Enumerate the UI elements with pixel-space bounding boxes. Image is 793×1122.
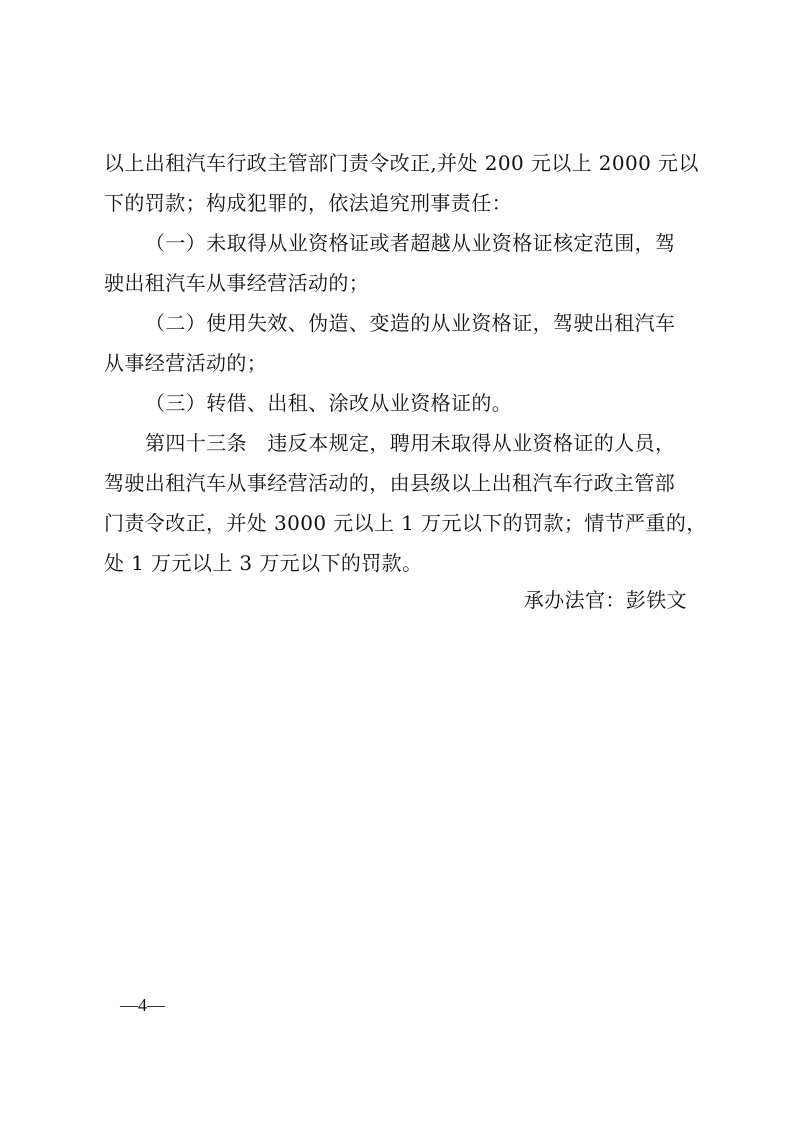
signature: 承办法官：彭铁文 [523, 588, 687, 612]
text-line: 门责令改正，并处 3000 元以上 1 万元以下的罚款；情节严重的， [104, 511, 707, 535]
text-line: 驾驶出租汽车从事经营活动的，由县级以上出租汽车行政主管部 [104, 471, 676, 495]
text-line: 驶出租汽车从事经营活动的； [104, 271, 370, 295]
text-line: （一）未取得从业资格证或者超越从业资格证核定范围，驾 [145, 231, 676, 255]
page-number: —4— [120, 995, 165, 1015]
text-line: 处 1 万元以上 3 万元以下的罚款。 [104, 551, 423, 575]
text-line: （二）使用失效、伪造、变造的从业资格证，驾驶出租汽车 [145, 311, 676, 335]
text-line: 下的罚款；构成犯罪的，依法追究刑事责任： [104, 191, 512, 215]
text-line: 以上出租汽车行政主管部门责令改正,并处 200 元以上 2000 元以 [104, 151, 699, 175]
text-line: （三）转借、出租、涂改从业资格证的。 [145, 391, 513, 415]
text-line: 第四十三条 违反本规定，聘用未取得从业资格证的人员， [145, 431, 676, 455]
text-line: 从事经营活动的； [104, 351, 268, 375]
